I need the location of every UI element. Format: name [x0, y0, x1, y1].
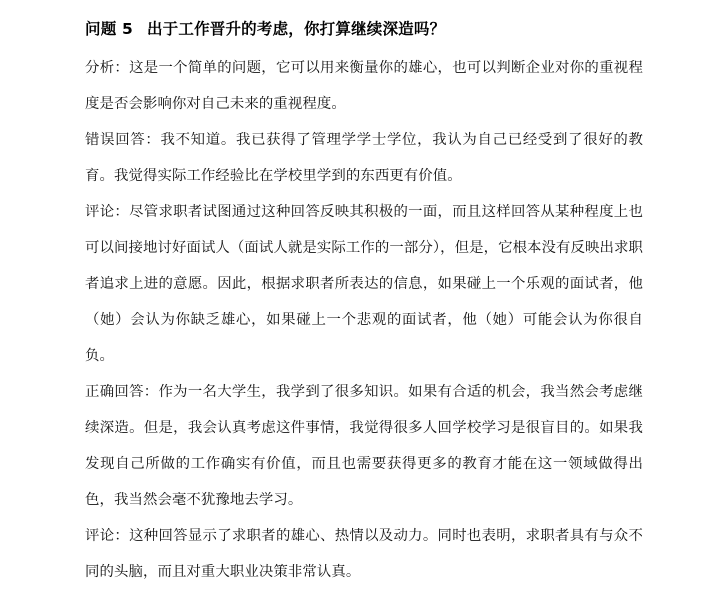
paragraph-wrong-answer: 错误回答：我不知道。我已获得了管理学学士学位，我认为自己已经受到了很好的教育。我觉得实际工作经验比在学校里学到的东西更有价值。 [85, 132, 643, 184]
paragraph-analysis: 分析：这是一个简单的问题，它可以用来衡量你的雄心，也可以判断企业对你的重视程度是否会影响你对自己未来的重视程度。 [85, 60, 643, 112]
paragraph-correct-answer: 正确回答：作为一名大学生，我学到了很多知识。如果有合适的机会，我当然会考虑继续深造。但是，我会认真考虑这件事情，我觉得很多人回学校学习是很盲目的。如果我发现自己所做的工作确实有价值，而且也需要获得更多的教育才能在这一领域做得出色，我当然会毫不犹豫地去学习。 [85, 384, 643, 508]
document-content [85, 18, 643, 590]
paragraph-comment-wrong: 评论：尽管求职者试图通过这种回答反映其积极的一面，而且这样回答从某种程度上也可以间接地讨好面试人（面试人就是实际工作的一部分），但是，它根本没有反映出求职者追求上进的意愿。因此，根据求职者所表达的信息，如果碰上一个乐观的面试者，他（她）会认为你缺乏雄心，如果碰上一个悲观的面试者，他（她）可能会认为你很自负。 [85, 204, 643, 364]
paragraph-comment-correct: 评论：这种回答显示了求职者的雄心、热情以及动力。同时也表明，求职者具有与众不同的头脑，而且对重大职业决策非常认真。 [85, 528, 643, 580]
page-title [85, 18, 643, 40]
question-text: 出于工作晋升的考虑，你打算继续深造吗？ [146, 20, 446, 38]
question-number-label: 问题 5 [85, 20, 133, 38]
